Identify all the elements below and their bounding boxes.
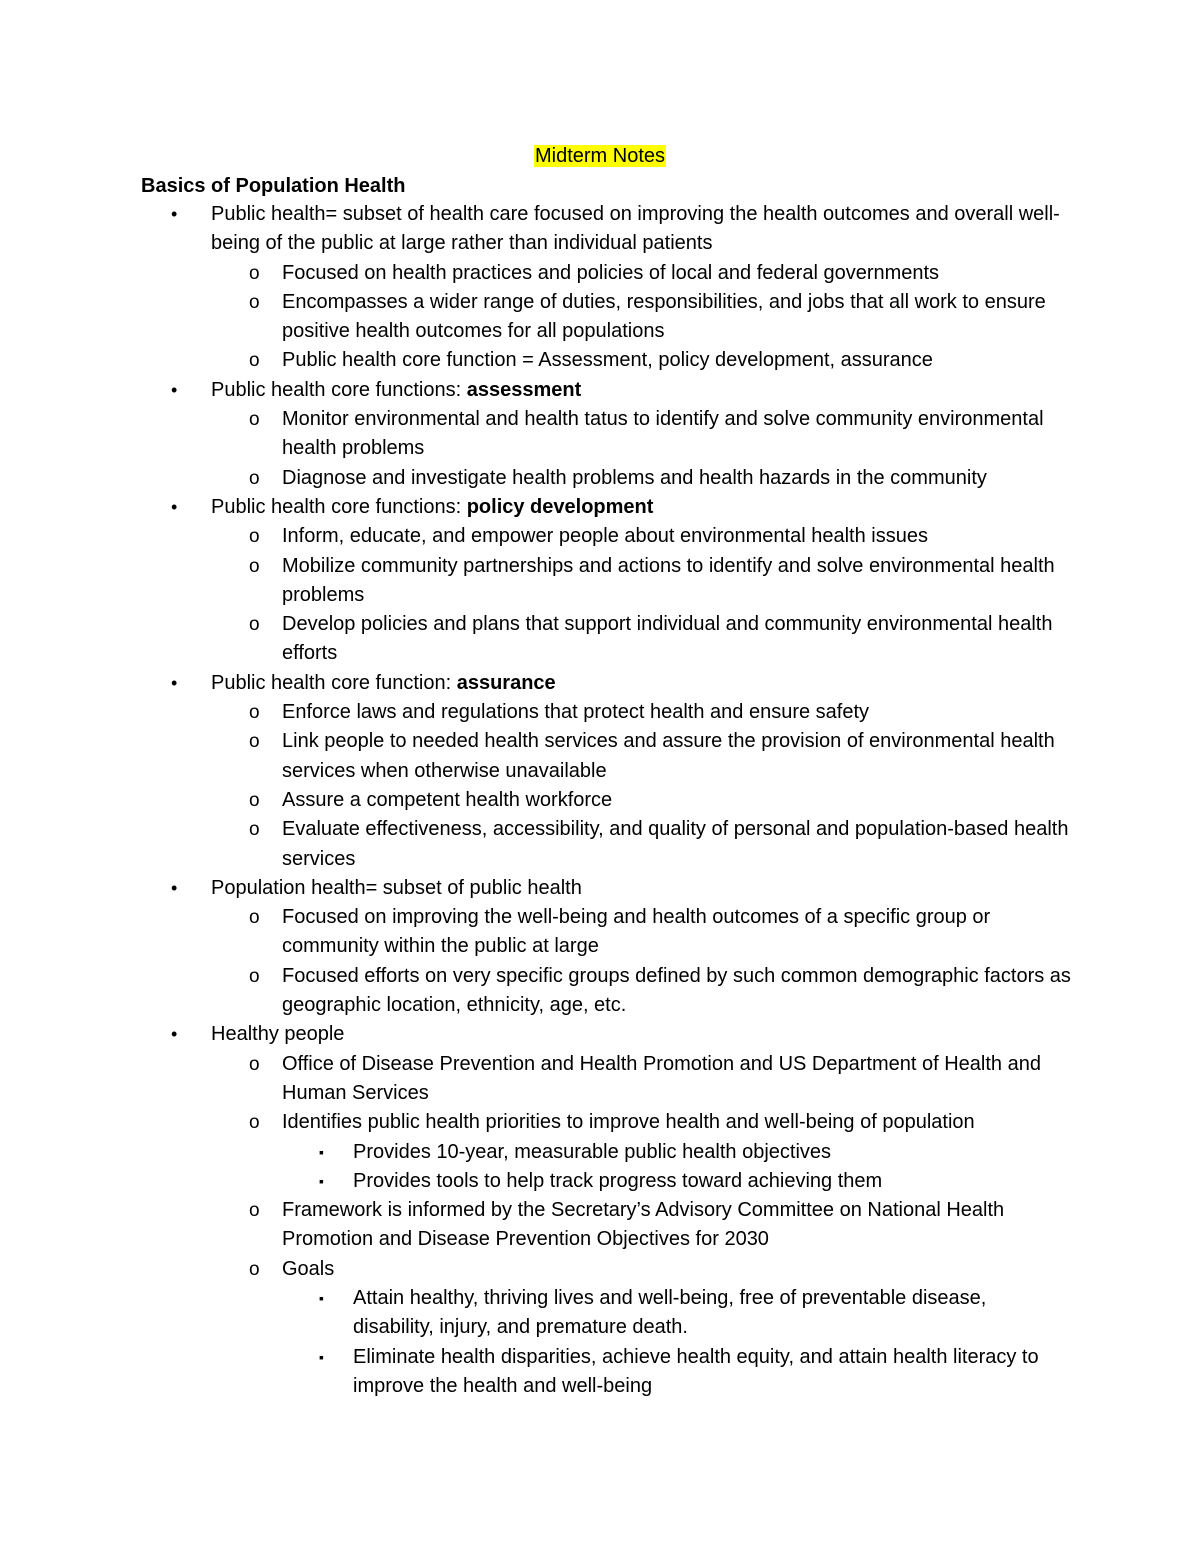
outline-item-level-2	[141, 786, 1071, 815]
outline-item-level-1	[141, 200, 1071, 259]
outline-item-level-2	[141, 610, 1071, 669]
bullet-circle-icon: o	[249, 731, 260, 753]
outline-item-level-3	[141, 1343, 1071, 1402]
bullet-square-icon: ▪	[319, 1172, 324, 1189]
outline-item-text: Link people to needed health services and assure the provision of environmental health services when otherwise unavailable	[282, 730, 1055, 782]
bullet-dot-icon: •	[171, 672, 178, 693]
outline-item-level-2	[141, 727, 1071, 786]
outline-item-text: Office of Disease Prevention and Health Promotion and US Department of Health and Human Services	[282, 1052, 1041, 1104]
bullet-circle-icon: o	[249, 907, 260, 929]
bullet-circle-icon: o	[249, 702, 260, 724]
outline-item-text: Focused on improving the well-being and health outcomes of a specific group or community within the public at large	[282, 906, 991, 958]
bullet-dot-icon: •	[171, 379, 178, 400]
outline-item-level-3	[141, 1167, 1071, 1196]
outline-item-text: Public health core function = Assessment, policy development, assurance	[282, 349, 933, 372]
bullet-dot-icon: •	[171, 877, 178, 898]
outline-item-level-2	[141, 1196, 1071, 1255]
bullet-circle-icon: o	[249, 262, 260, 284]
outline-item-text: Healthy people	[211, 1023, 345, 1046]
bullet-circle-icon: o	[249, 614, 260, 636]
bullet-circle-icon: o	[249, 819, 260, 841]
outline-item-level-2	[141, 903, 1071, 962]
bullet-circle-icon: o	[249, 350, 260, 372]
bullet-square-icon: ▪	[319, 1289, 324, 1306]
outline-item-text: Public health= subset of health care focused on improving the health outcomes and overall well-being of the public at large rather than individual patients	[211, 203, 1060, 255]
bullet-circle-icon: o	[249, 409, 260, 431]
outline-item-level-2	[141, 1050, 1071, 1109]
outline-item-level-1	[141, 493, 1071, 522]
outline-item-level-2	[141, 1255, 1071, 1284]
outline-item-level-2	[141, 346, 1071, 375]
bullet-circle-icon: o	[249, 1200, 260, 1222]
outline-item-text: Goals	[282, 1257, 335, 1280]
outline-item-level-1	[141, 376, 1071, 405]
outline-item-text: Public health core function:	[211, 671, 457, 694]
outline-item-level-2	[141, 815, 1071, 874]
outline-item-level-3	[141, 1284, 1071, 1343]
outline-item-text: Monitor environmental and health tatus to identify and solve community environmental health problems	[282, 408, 1044, 460]
outline-item-text: Public health core functions:	[211, 378, 467, 401]
outline-item-text: Inform, educate, and empower people about environmental health issues	[282, 525, 928, 548]
outline-item-text: Enforce laws and regulations that protect health and ensure safety	[282, 701, 870, 724]
bullet-square-icon: ▪	[319, 1348, 324, 1365]
outline-item-level-2	[141, 962, 1071, 1021]
outline-item-level-3	[141, 1138, 1071, 1167]
outline-item-level-1	[141, 1020, 1071, 1049]
outline-item-level-2	[141, 405, 1071, 464]
bullet-circle-icon: o	[249, 1258, 260, 1280]
outline-item-bold-term: policy development	[466, 495, 654, 518]
outline-item-level-2	[141, 552, 1071, 611]
bullet-circle-icon: o	[249, 555, 260, 577]
outline-item-level-2	[141, 1108, 1071, 1137]
outline-item-text: Focused efforts on very specific groups defined by such common demographic factors as geographic location, ethnicity, age, etc.	[282, 964, 1071, 1017]
section-heading: Basics of Population Health	[141, 175, 406, 197]
notes-outline	[141, 200, 1071, 1401]
outline-item-text: Population health= subset of public health	[211, 876, 582, 899]
outline-item-level-2	[141, 288, 1071, 347]
outline-item-level-2	[141, 464, 1071, 493]
bullet-dot-icon: •	[171, 496, 178, 517]
bullet-dot-icon: •	[171, 1024, 178, 1045]
outline-item-text: Develop policies and plans that support individual and community environmental health efforts	[282, 613, 1053, 665]
bullet-circle-icon: o	[249, 1053, 260, 1075]
document-title: Midterm Notes	[534, 145, 666, 167]
outline-item-text: Focused on health practices and policies of local and federal governments	[282, 261, 940, 284]
bullet-dot-icon: •	[171, 204, 178, 224]
bullet-square-icon: ▪	[319, 1143, 324, 1160]
outline-item-text: Public health core functions:	[211, 495, 467, 518]
outline-item-level-1	[141, 669, 1071, 698]
bullet-circle-icon: o	[249, 526, 260, 548]
outline-item-level-2	[141, 522, 1071, 551]
bullet-circle-icon: o	[249, 291, 260, 313]
bullet-circle-icon: o	[249, 789, 260, 811]
bullet-circle-icon: o	[249, 1112, 260, 1134]
outline-item-text: Identifies public health priorities to improve health and well-being of population	[282, 1111, 975, 1134]
outline-item-level-2	[141, 698, 1071, 727]
bullet-circle-icon: o	[249, 965, 260, 987]
outline-item-level-2	[141, 259, 1071, 288]
outline-item-text: Provides tools to help track progress toward achieving them	[353, 1169, 883, 1192]
title-row	[0, 141, 1200, 171]
outline-item-text: Assure a competent health workforce	[282, 788, 613, 811]
outline-item-level-1	[141, 874, 1071, 903]
outline-item-bold-term: assurance	[456, 671, 556, 694]
outline-item-bold-term: assessment	[466, 378, 582, 401]
outline-item-text: Evaluate effectiveness, accessibility, and quality of personal and population-based health services	[282, 818, 1069, 870]
outline-item-text: Encompasses a wider range of duties, responsibilities, and jobs that all work to ensure positive health outcomes for all populations	[282, 290, 1046, 343]
outline-item-text: Framework is informed by the Secretary’s Advisory Committee on National Health Promotion and Disease Prevention Objectives for 2030	[282, 1199, 1005, 1251]
outline-item-text: Attain healthy, thriving lives and well-being, free of preventable disease, disability, injury, and premature death.	[353, 1286, 987, 1339]
outline-item-text: Diagnose and investigate health problems and health hazards in the community	[282, 466, 987, 489]
outline-item-text: Eliminate health disparities, achieve health equity, and attain health literacy to improve the health and well-being	[353, 1345, 1039, 1397]
outline-item-text: Provides 10-year, measurable public health objectives	[353, 1140, 832, 1163]
outline-item-text: Mobilize community partnerships and actions to identify and solve environmental health problems	[282, 554, 1055, 606]
bullet-circle-icon: o	[249, 467, 260, 489]
